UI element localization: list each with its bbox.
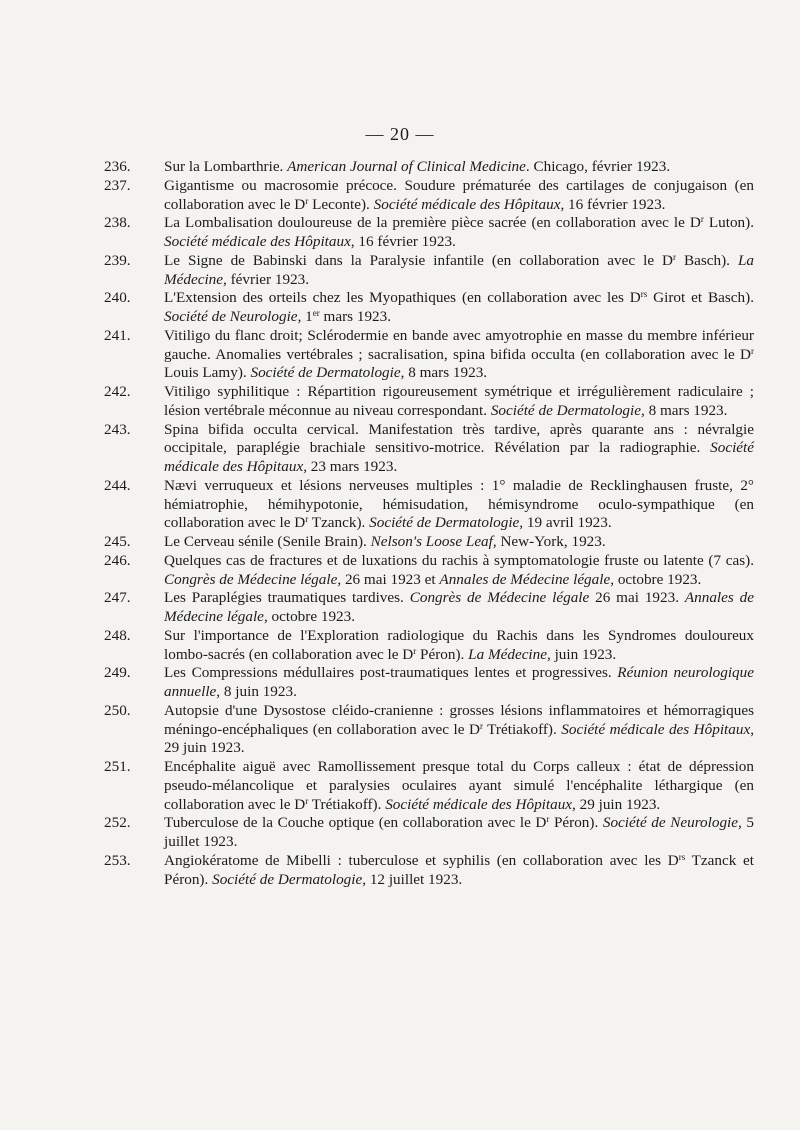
entry-number: 250. (104, 701, 131, 719)
bibliography-entry (104, 533, 754, 552)
entry-segment: Les Paraplégies traumatiques tardives. (164, 589, 410, 607)
entry-segment: Péron). (416, 645, 469, 663)
entry-text (164, 177, 754, 215)
journal-title: Société de Dermatologie (250, 364, 401, 382)
bibliography-entry (104, 664, 754, 702)
entry-segment: , 26 mai 1923 et (337, 570, 440, 588)
entry-text (164, 627, 754, 665)
entry-text (164, 158, 754, 177)
entry-segment: Vitiligo syphilitique : Répartition rigoureusement symétrique et irrégulièrement radiculaire ; lésion vertébrale méconnue au niveau correspondant. (164, 383, 754, 419)
entry-segment: Le Signe de Babinski dans la Paralysie infantile (en collaboration avec le D (164, 251, 674, 269)
bibliography-entry (104, 383, 754, 421)
superscript: r (673, 251, 677, 262)
superscript: r (751, 345, 754, 356)
entry-segment: Angiokératome de Mibelli : tuberculose et syphilis (en collaboration avec les D (164, 851, 679, 869)
entry-segment: , 23 mars 1923. (303, 458, 398, 475)
superscript: r (700, 214, 704, 225)
entry-number: 252. (104, 814, 131, 832)
superscript: rs (640, 289, 648, 300)
journal-title: American Journal of Clinical Medicine (287, 158, 526, 175)
entry-segment: Leconte). (308, 195, 374, 213)
journal-title: Nelson's Loose Leaf (370, 533, 493, 550)
entry-number: 245. (104, 533, 131, 550)
entry-number: 243. (104, 420, 131, 438)
entry-segment: mars 1923. (319, 308, 392, 325)
entry-segment: Vitiligo du flanc droit; Sclérodermie en bande avec amyotrophie en masse du membre inférieur gauche. Anomalies vertébrales ; sacralisation, spina bifida occulta (en collaboration avec le D (164, 326, 754, 363)
entry-text (164, 552, 754, 590)
entry-segment: Quelques cas de fractures et de luxations du rachis à symptomatologie fruste ou latente (7 cas). (164, 551, 754, 569)
entry-segment: Sur l'importance de l'Exploration radiologique du Rachis dans les Syndromes douloureux lombo-sacrés (en collaboration avec le D (164, 626, 754, 663)
journal-title: Société de Dermatologie (490, 401, 641, 419)
entry-segment: , 8 mars 1923. (400, 364, 488, 382)
superscript: er (312, 308, 320, 318)
entry-segment: , 12 juillet 1923. (362, 870, 463, 888)
entry-number: 241. (104, 326, 131, 344)
superscript: r (305, 514, 309, 525)
entry-number: 242. (104, 383, 131, 400)
bibliography-entry (104, 214, 754, 252)
journal-title: Société de Neurologie (164, 308, 298, 325)
journal-title: Annales de Médecine légale (164, 589, 754, 625)
entry-segment: 26 mai 1923. (589, 589, 685, 607)
journal-title: Société médicale des Hôpitaux (385, 795, 573, 813)
entry-segment: , octobre 1923. (263, 608, 356, 625)
entry-number: 248. (104, 626, 131, 644)
bibliography-entry (104, 158, 754, 177)
entry-segment: , février 1923. (223, 270, 310, 288)
page-number: — 20 — (365, 124, 435, 144)
entry-text (164, 702, 754, 758)
entry-segment: , 16 février 1923. (560, 195, 666, 213)
bibliography-entry (104, 327, 754, 383)
entry-text (164, 664, 754, 702)
entry-segment: Péron). (549, 814, 603, 832)
journal-title: Société médicale des Hôpitaux (164, 233, 351, 250)
entry-segment: Le Cerveau sénile (Senile Brain). (164, 533, 371, 550)
entry-segment: , 16 février 1923. (350, 233, 456, 250)
bibliography-entry (104, 852, 754, 890)
entry-number: 247. (104, 589, 131, 607)
entry-text (164, 589, 754, 627)
entry-segment: Trétiakoff). (308, 795, 386, 813)
bibliography-entry (104, 252, 754, 290)
bibliography-entry (104, 627, 754, 665)
entry-segment: Basch). (676, 251, 738, 269)
entry-segment: Les Compressions médullaires post-traumatiques lentes et progressives. (164, 664, 618, 682)
entry-segment: Tuberculose de la Couche optique (en collaboration avec le D (164, 814, 547, 832)
entry-segment: , juin 1923. (546, 645, 617, 663)
journal-title: Société médicale des Hôpitaux (164, 439, 754, 475)
entry-segment: Tzanck et Péron). (164, 851, 754, 888)
bibliography-list (104, 158, 754, 889)
entry-segment: Autopsie d'une Dysostose cléido-cranienne : grosses lésions inflammatoires et hémorragiques méningo-encéphaliques (en collaboration avec le D (164, 701, 754, 738)
entry-text (164, 252, 754, 290)
superscript: r (479, 720, 483, 731)
entry-segment: , 8 juin 1923. (216, 683, 297, 700)
entry-segment: La Lombalisation douloureuse de la première pièce sacrée (en collaboration avec le D (164, 214, 701, 232)
journal-title: Société de Neurologie (602, 814, 739, 832)
journal-title: Congrès de Médecine légale (409, 589, 590, 607)
journal-title: Réunion neurologique annuelle (164, 664, 754, 700)
entry-text (164, 327, 754, 383)
entry-segment: . Chicago, février 1923. (525, 158, 671, 175)
entry-segment: Trétiakoff). (482, 720, 562, 738)
entry-number: 244. (104, 476, 131, 494)
entry-text (164, 814, 754, 852)
entry-segment: , 8 mars 1923. (640, 401, 728, 419)
entry-text (164, 214, 754, 252)
entry-number: 253. (104, 851, 131, 869)
entry-segment: , New-York, 1923. (492, 533, 606, 550)
entry-text (164, 533, 754, 552)
journal-title: Congrès de Médecine légale (164, 570, 338, 588)
bibliography-entry (104, 421, 754, 477)
journal-title: La Médecine (164, 251, 754, 288)
entry-text (164, 852, 754, 890)
entry-segment: Sur la Lombarthrie. (164, 158, 288, 175)
entry-segment: Luton). (703, 214, 754, 232)
entry-segment: , octobre 1923. (610, 570, 702, 588)
entry-segment: L'Extension des orteils chez les Myopathiques (en collaboration avec les D (164, 289, 641, 307)
superscript: r (546, 814, 550, 825)
superscript: rs (678, 851, 686, 862)
entry-text (164, 758, 754, 814)
bibliography-entry (104, 814, 754, 852)
entry-segment: Tzanck). (308, 514, 370, 532)
bibliography-entry (104, 289, 754, 327)
bibliography-entry (104, 702, 754, 758)
entry-number: 238. (104, 214, 131, 232)
entry-segment: Spina bifida occulta cervical. Manifestation très tardive, après quarante ans : névralgie occipitale, paraplégie brachiale sensitivo-motrice. Révélation par la radiographie. (164, 420, 754, 457)
bibliography-entry (104, 477, 754, 533)
entry-segment: Encéphalite aiguë avec Ramollissement presque total du Corps calleux : état de dépression pseudo-mélancolique et paralysies oculaires ayant simulé l'encéphalite léthargique (en collaboration avec le D (164, 758, 754, 813)
entry-text (164, 421, 754, 477)
bibliography-entry (104, 589, 754, 627)
journal-title: Société médicale des Hôpitaux (373, 195, 561, 213)
entry-text (164, 383, 754, 421)
entry-number: 251. (104, 758, 131, 775)
bibliography-entry (104, 552, 754, 590)
entry-segment: , 5 juillet 1923. (164, 814, 754, 850)
entry-segment: Gigantisme ou macrosomie précoce. Soudure prématurée des cartilages de conjugaison (en collaboration avec le D (164, 176, 754, 213)
journal-title: Société médicale des Hôpitaux (561, 720, 751, 738)
entry-segment: , 29 juin 1923. (164, 720, 755, 757)
entry-number: 236. (104, 158, 131, 175)
entry-number: 249. (104, 664, 131, 682)
bibliography-entry (104, 758, 754, 814)
journal-title: Société de Dermatologie (212, 870, 363, 888)
journal-title: Annales de Médecine légale (439, 570, 611, 588)
entry-text (164, 477, 754, 533)
entry-number: 246. (104, 551, 131, 569)
entry-segment: , 29 juin 1923. (572, 795, 661, 813)
entry-segment: Louis Lamy). (164, 364, 251, 382)
journal-title: La Médecine (468, 645, 547, 663)
entry-number: 239. (104, 251, 131, 269)
entry-segment: , 19 avril 1923. (519, 514, 612, 532)
entry-segment: Nævi verruqueux et lésions nerveuses multiples : 1° maladie de Recklinghausen fruste, 2° hémiatrophie, hémihypotonie, hémisudation, hémisyndrome oculo-sympathique (en collaboration avec le D (164, 476, 754, 532)
entry-number: 237. (104, 176, 131, 194)
superscript: r (305, 195, 309, 206)
superscript: r (305, 795, 309, 806)
entry-number: 240. (104, 289, 131, 307)
bibliography-entry (104, 177, 754, 215)
entry-segment: Girot et Basch). (647, 289, 754, 307)
superscript: r (413, 645, 417, 656)
journal-title: Société de Dermatologie (369, 514, 520, 532)
entry-text (164, 289, 754, 327)
entry-segment: , 1 (297, 308, 313, 325)
